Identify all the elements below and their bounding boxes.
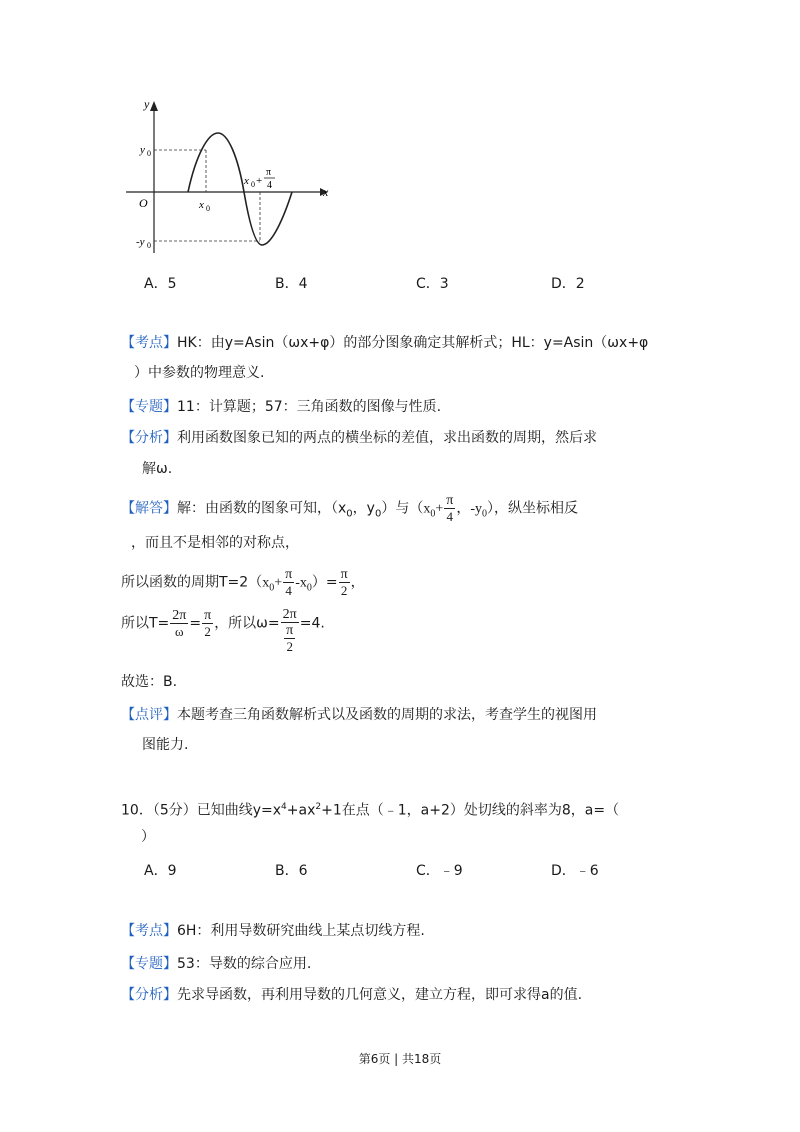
zhuanti-tag: 【专题】 <box>121 399 177 415</box>
y-axis-label: y <box>144 97 150 111</box>
q10-option-c[interactable]: C．﹣9 <box>416 863 463 879</box>
kaodian-tag: 【考点】 <box>121 923 177 939</box>
q9-jieda: 【解答】解：由函数的图象可知，（$x_0$，$y_0$）与（$x_0+$ $\frac{\pi}{4}$ ，$-y_0$），纵坐标相反 <box>121 493 578 524</box>
sine-graph <box>120 95 340 260</box>
q9-option-a[interactable]: A．5 <box>144 276 177 292</box>
x0-label: x <box>199 199 204 211</box>
neg-y0-sub: 0 <box>147 241 151 250</box>
q9-dianping <box>121 705 597 725</box>
fenxi-text: 先求导函数，再利用导数的几何意义，建立方程，即可求得a的值. <box>177 987 583 1003</box>
q9-kaodian <box>121 333 648 353</box>
dianping-text: 本题考查三角函数解析式以及函数的周期的求法，考查学生的视图用 <box>177 707 597 723</box>
fenxi-tag: 【分析】 <box>121 987 177 1003</box>
y-axis-arrow <box>150 101 158 111</box>
kaodian-text: HK：由y=Asin（ωx+φ）的部分图象确定其解析式；HL：y=Asin（ωx+φ <box>177 335 649 351</box>
fenxi-text: 利用函数图象已知的两点的横坐标的差值，求出函数的周期，然后求 <box>177 430 597 446</box>
y0-sub: 0 <box>147 149 151 158</box>
q10-stem-cont: ） <box>141 829 155 845</box>
neg-y0-label: -y <box>136 236 145 248</box>
q10-option-a[interactable]: A．9 <box>144 863 177 879</box>
origin-label: O <box>139 196 148 210</box>
q9-option-d[interactable]: D．2 <box>551 276 585 292</box>
x0-pi4-four: 4 <box>267 180 272 191</box>
fenxi-tag: 【分析】 <box>121 430 177 446</box>
jieda-tag: 【解答】 <box>121 500 177 517</box>
x0-pi4-pi: π <box>266 167 272 178</box>
q9-t-line: 所以T= $\frac{2\pi}{\omega}$ = $\frac{\pi}{2}$ ，所以ω= $\frac{2\pi}{\frac{\pi}{2}}$ =4. <box>121 607 325 654</box>
x0-pi4-plus: + <box>256 175 263 187</box>
q9-zhuanti <box>121 397 441 417</box>
q10-kaodian <box>121 921 425 941</box>
q10-zhuanti <box>121 954 311 974</box>
page-footer: 第6页 | 共18页 <box>358 1052 442 1066</box>
q9-fenxi <box>121 428 597 448</box>
zhuanti-text: 11：计算题；57：三角函数的图像与性质. <box>177 399 442 415</box>
q10-stem: 10．（5分）已知曲线$y=x^4+ax^2+1$在点（﹣1，a+2）处切线的斜率为8，a=（ <box>121 802 620 819</box>
x0-pi4-x: x <box>244 175 249 187</box>
q10-fenxi <box>121 985 582 1005</box>
q10-option-d[interactable]: D．﹣6 <box>551 863 599 879</box>
sine-curve <box>188 133 292 245</box>
x0-pi4-sub: 0 <box>251 180 255 189</box>
q9-fenxi-cont: 解ω. <box>142 461 173 477</box>
q9-option-b[interactable]: B．4 <box>275 276 308 292</box>
q9-guxuan: 故选：B. <box>121 674 178 690</box>
dianping-tag: 【点评】 <box>121 707 177 723</box>
zhuanti-tag: 【专题】 <box>121 956 177 972</box>
kaodian-tag: 【考点】 <box>121 335 177 351</box>
kaodian-text: 6H：利用导数研究曲线上某点切线方程. <box>177 923 425 939</box>
q9-option-c[interactable]: C．3 <box>416 276 449 292</box>
q9-dianping-cont: 图能力. <box>142 737 189 753</box>
zhuanti-text: 53：导数的综合应用. <box>177 956 312 972</box>
q10-option-b[interactable]: B．6 <box>275 863 308 879</box>
q9-kaodian-cont: ）中参数的物理意义. <box>134 365 265 381</box>
y0-label: y <box>140 144 145 156</box>
x-axis-label: x <box>323 185 329 199</box>
q9-jieda-cont: ，而且不是相邻的对称点， <box>131 535 299 551</box>
q9-period: 所以函数的周期$T=2(x_0+$ $\frac{\pi}{4}$ $-x_0)=$ $\frac{\pi}{2}$ ， <box>121 567 365 598</box>
x0-sub: 0 <box>206 204 210 213</box>
